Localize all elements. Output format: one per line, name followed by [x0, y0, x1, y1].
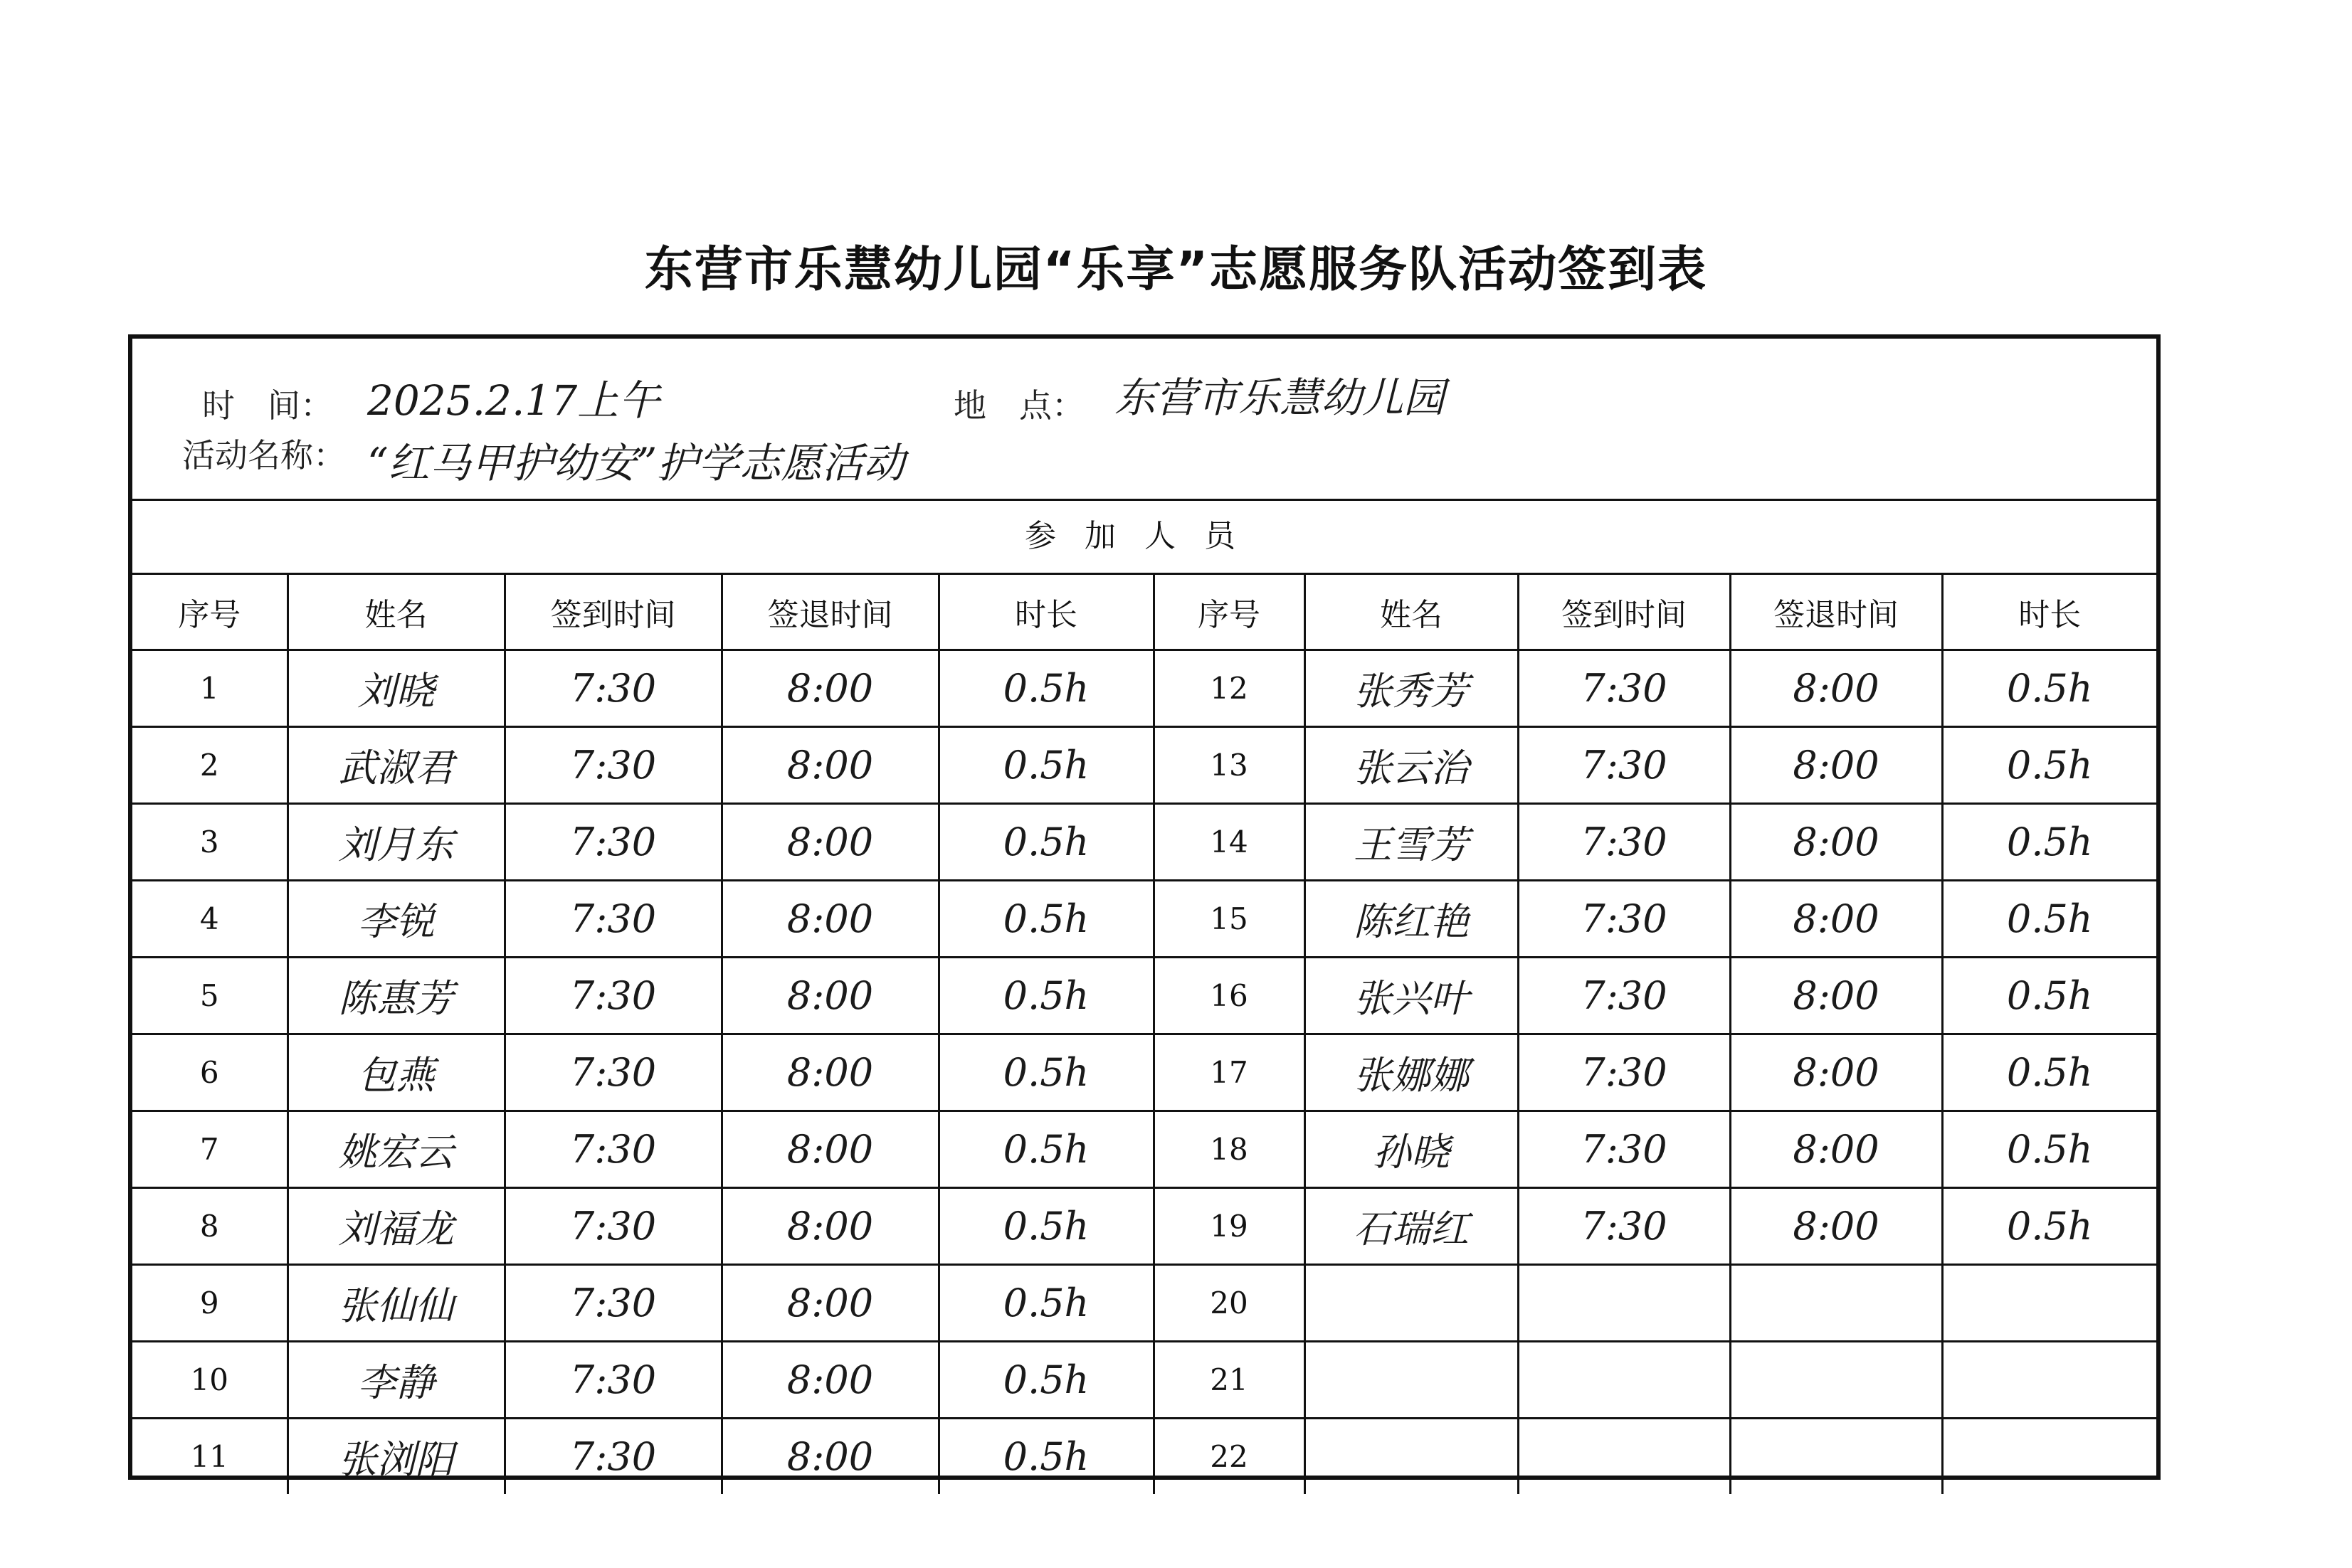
- name-signature: 刘晓: [288, 650, 505, 727]
- row-number: 10: [132, 1342, 288, 1419]
- col-header-duration: 时长: [1942, 575, 2156, 650]
- row-number: 1: [132, 650, 288, 727]
- row-number: 12: [1154, 650, 1304, 727]
- attendance-table: [132, 575, 2156, 1494]
- row-number: 8: [132, 1188, 288, 1265]
- duration: 0.5h: [1942, 1034, 2156, 1111]
- sign-out-time: 8:00: [722, 727, 939, 804]
- duration: 0.5h: [939, 1265, 1154, 1342]
- duration: 0.5h: [939, 1188, 1154, 1265]
- sign-in-time: 7:30: [505, 1034, 722, 1111]
- name-signature: 张云治: [1304, 727, 1518, 804]
- row-number: 16: [1154, 958, 1304, 1034]
- sign-out-time: 8:00: [722, 958, 939, 1034]
- participants-heading: 参加人员: [132, 501, 2156, 575]
- sign-out-time: [1730, 1419, 1942, 1495]
- name-signature: 王雪芳: [1304, 804, 1518, 881]
- sign-out-time: 8:00: [722, 1342, 939, 1419]
- sign-out-time: 8:00: [1730, 1188, 1942, 1265]
- col-header-sign-out: 签退时间: [1730, 575, 1942, 650]
- duration: 0.5h: [1942, 804, 2156, 881]
- row-number: 14: [1154, 804, 1304, 881]
- name-signature: 张秀芳: [1304, 650, 1518, 727]
- row-number: 11: [132, 1419, 288, 1495]
- duration: 0.5h: [1942, 1188, 2156, 1265]
- name-signature: 孙晓: [1304, 1111, 1518, 1188]
- sign-in-time: 7:30: [505, 881, 722, 958]
- duration: 0.5h: [1942, 1111, 2156, 1188]
- name-signature: 张仙仙: [288, 1265, 505, 1342]
- name-signature: 张浏阳: [288, 1419, 505, 1495]
- row-number: 21: [1154, 1342, 1304, 1419]
- sign-in-time: 7:30: [505, 727, 722, 804]
- sign-in-time: 7:30: [1518, 881, 1730, 958]
- row-number: 15: [1154, 881, 1304, 958]
- sign-in-time: 7:30: [505, 650, 722, 727]
- duration: 0.5h: [939, 727, 1154, 804]
- table-row: [132, 650, 2156, 727]
- duration: 0.5h: [939, 958, 1154, 1034]
- sign-in-time: 7:30: [1518, 1034, 1730, 1111]
- duration: 0.5h: [939, 1419, 1154, 1495]
- activity-name-value: “红马甲护幼安”护学志愿活动: [367, 439, 905, 487]
- sign-out-time: 8:00: [1730, 958, 1942, 1034]
- name-signature: [1304, 1419, 1518, 1495]
- name-signature: 李静: [288, 1342, 505, 1419]
- duration: 0.5h: [1942, 727, 2156, 804]
- name-signature: [1304, 1265, 1518, 1342]
- duration: [1942, 1342, 2156, 1419]
- sign-in-time: 7:30: [505, 804, 722, 881]
- sign-in-time: 7:30: [1518, 1111, 1730, 1188]
- row-number: 20: [1154, 1265, 1304, 1342]
- name-signature: 姚宏云: [288, 1111, 505, 1188]
- activity-info: [132, 339, 2156, 501]
- name-signature: 刘福龙: [288, 1188, 505, 1265]
- col-header-duration: 时长: [939, 575, 1154, 650]
- duration: 0.5h: [1942, 650, 2156, 727]
- header-row: [132, 575, 2156, 650]
- table-row: [132, 1419, 2156, 1495]
- sign-out-time: 8:00: [1730, 804, 1942, 881]
- col-header-no: 序号: [132, 575, 288, 650]
- sign-out-time: 8:00: [1730, 881, 1942, 958]
- sign-in-time: 7:30: [505, 1111, 722, 1188]
- duration: 0.5h: [1942, 958, 2156, 1034]
- sign-out-time: 8:00: [722, 804, 939, 881]
- activity-name-label: 活动名称：: [182, 436, 346, 475]
- sign-out-time: 8:00: [722, 1034, 939, 1111]
- sign-out-time: 8:00: [1730, 727, 1942, 804]
- sign-in-time: 7:30: [1518, 727, 1730, 804]
- row-number: 13: [1154, 727, 1304, 804]
- row-number: 9: [132, 1265, 288, 1342]
- sign-in-time: 7:30: [505, 1342, 722, 1419]
- duration: [1942, 1265, 2156, 1342]
- sign-out-time: [1730, 1342, 1942, 1419]
- table-row: [132, 881, 2156, 958]
- row-number: 2: [132, 727, 288, 804]
- duration: 0.5h: [939, 650, 1154, 727]
- duration: 0.5h: [939, 804, 1154, 881]
- sign-out-time: 8:00: [1730, 650, 1942, 727]
- row-number: 6: [132, 1034, 288, 1111]
- duration: 0.5h: [939, 1034, 1154, 1111]
- row-number: 3: [132, 804, 288, 881]
- col-header-sign-in: 签到时间: [505, 575, 722, 650]
- table-row: [132, 1188, 2156, 1265]
- sign-out-time: 8:00: [722, 650, 939, 727]
- sign-in-time: 7:30: [1518, 650, 1730, 727]
- sign-in-time: [1518, 1265, 1730, 1342]
- col-header-sign-in: 签到时间: [1518, 575, 1730, 650]
- table-row: [132, 1034, 2156, 1111]
- col-header-no: 序号: [1154, 575, 1304, 650]
- table-row: [132, 958, 2156, 1034]
- sign-out-time: 8:00: [1730, 1111, 1942, 1188]
- name-signature: 武淑君: [288, 727, 505, 804]
- sign-in-time: 7:30: [1518, 958, 1730, 1034]
- place-label: 地 点：: [954, 386, 1085, 425]
- row-number: 5: [132, 958, 288, 1034]
- duration: 0.5h: [939, 1342, 1154, 1419]
- duration: [1942, 1419, 2156, 1495]
- sign-in-time: 7:30: [1518, 804, 1730, 881]
- place-value: 东营市乐慧幼儿园: [1114, 374, 1445, 422]
- page-title: 东营市乐慧幼儿园“乐享”志愿服务队活动签到表: [644, 242, 1708, 298]
- name-signature: 刘月东: [288, 804, 505, 881]
- sign-out-time: 8:00: [722, 1111, 939, 1188]
- sign-in-time: 7:30: [505, 958, 722, 1034]
- sign-in-time: [1518, 1342, 1730, 1419]
- sign-out-time: 8:00: [722, 881, 939, 958]
- table-row: [132, 1265, 2156, 1342]
- table-row: [132, 1111, 2156, 1188]
- name-signature: 陈红艳: [1304, 881, 1518, 958]
- row-number: 4: [132, 881, 288, 958]
- name-signature: 张娜娜: [1304, 1034, 1518, 1111]
- sign-out-time: 8:00: [722, 1419, 939, 1495]
- sign-in-time: 7:30: [1518, 1188, 1730, 1265]
- row-number: 17: [1154, 1034, 1304, 1111]
- name-signature: 包燕: [288, 1034, 505, 1111]
- name-signature: 陈惠芳: [288, 958, 505, 1034]
- row-number: 7: [132, 1111, 288, 1188]
- name-signature: [1304, 1342, 1518, 1419]
- sign-in-time: [1518, 1419, 1730, 1495]
- col-header-sign-out: 签退时间: [722, 575, 939, 650]
- row-number: 22: [1154, 1419, 1304, 1495]
- sign-out-time: 8:00: [722, 1265, 939, 1342]
- time-label: 时 间：: [202, 386, 333, 425]
- sign-in-time: 7:30: [505, 1188, 722, 1265]
- col-header-name: 姓名: [288, 575, 505, 650]
- sign-in-time: 7:30: [505, 1419, 722, 1495]
- name-signature: 李锐: [288, 881, 505, 958]
- table-row: [132, 1342, 2156, 1419]
- col-header-name: 姓名: [1304, 575, 1518, 650]
- sign-out-time: [1730, 1265, 1942, 1342]
- duration: 0.5h: [939, 881, 1154, 958]
- duration: 0.5h: [939, 1111, 1154, 1188]
- name-signature: 石瑞红: [1304, 1188, 1518, 1265]
- row-number: 18: [1154, 1111, 1304, 1188]
- duration: 0.5h: [1942, 881, 2156, 958]
- table-row: [132, 804, 2156, 881]
- sign-in-sheet: [128, 334, 2161, 1480]
- sign-out-time: 8:00: [722, 1188, 939, 1265]
- table-row: [132, 727, 2156, 804]
- sign-in-time: 7:30: [505, 1265, 722, 1342]
- time-value: 2025.2.17上午: [367, 376, 660, 425]
- name-signature: 张兴叶: [1304, 958, 1518, 1034]
- row-number: 19: [1154, 1188, 1304, 1265]
- sign-out-time: 8:00: [1730, 1034, 1942, 1111]
